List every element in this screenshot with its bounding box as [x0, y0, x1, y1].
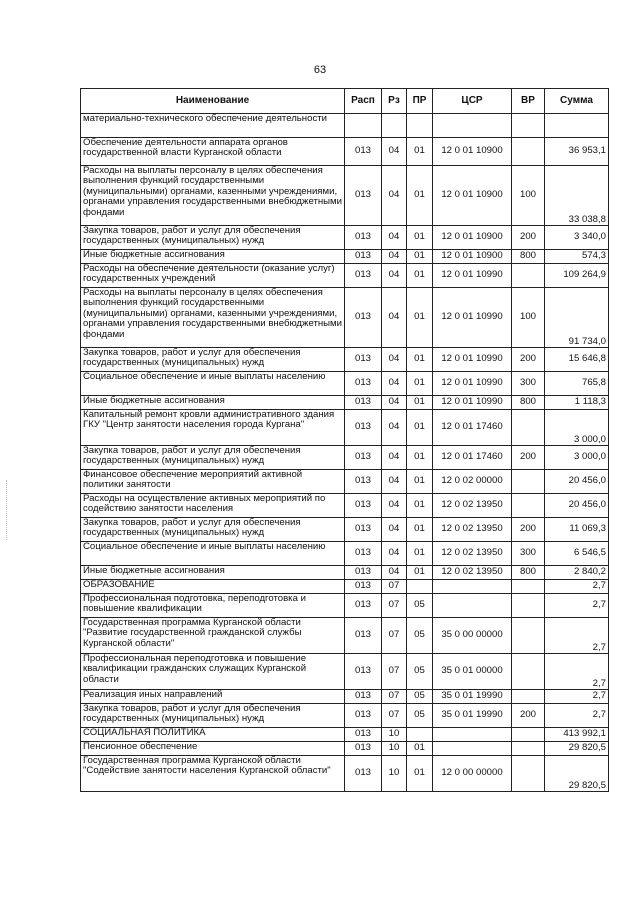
row-csr: 12 0 00 00000	[433, 756, 512, 792]
row-name: Расходы на обеспечение деятельности (оказание услуг) государственных учреждений	[81, 264, 345, 288]
row-sum: 2 840,2	[545, 566, 609, 580]
row-vr	[512, 410, 545, 446]
row-csr: 12 0 01 10990	[433, 396, 512, 410]
row-sum: 2,7	[545, 594, 609, 618]
row-name: Иные бюджетные ассигнования	[81, 396, 345, 410]
row-name: Иные бюджетные ассигнования	[81, 250, 345, 264]
row-sum: 413 992,1	[545, 728, 609, 742]
table-row	[81, 166, 609, 226]
row-name: Профессиональная переподготовка и повышение квалификации гражданских служащих Курганской области	[81, 654, 345, 690]
row-sum: 11 069,3	[545, 518, 609, 542]
row-csr: 12 0 02 13950	[433, 542, 512, 566]
row-pr: 05	[407, 704, 433, 728]
row-rz: 04	[382, 372, 407, 396]
row-rasp: 013	[345, 288, 382, 348]
row-name: Капитальный ремонт кровли административного здания ГКУ "Центр занятости населения города Кургана"	[81, 410, 345, 446]
row-pr: 01	[407, 494, 433, 518]
row-csr	[433, 728, 512, 742]
row-sum: 6 546,5	[545, 542, 609, 566]
row-rz: 04	[382, 494, 407, 518]
row-pr: 01	[407, 756, 433, 792]
table-row	[81, 114, 609, 138]
row-csr: 12 0 02 13950	[433, 518, 512, 542]
row-sum	[545, 114, 609, 138]
row-name: Расходы на осуществление активных мероприятий по содействию занятости населения	[81, 494, 345, 518]
table-row	[81, 566, 609, 580]
row-vr: 200	[512, 704, 545, 728]
row-rasp: 013	[345, 742, 382, 756]
scan-mark	[6, 480, 8, 540]
row-vr: 800	[512, 566, 545, 580]
row-vr: 200	[512, 518, 545, 542]
row-rz: 07	[382, 690, 407, 704]
row-pr: 01	[407, 566, 433, 580]
row-rasp: 013	[345, 250, 382, 264]
row-csr: 35 0 01 00000	[433, 654, 512, 690]
row-vr	[512, 742, 545, 756]
row-csr: 12 0 01 10900	[433, 250, 512, 264]
row-vr: 800	[512, 396, 545, 410]
row-name: Расходы на выплаты персоналу в целях обеспечения выполнения функций государственными (муниципальными) органами, казенными учреждениями, органами управления государственными внебюджетными фондами	[81, 288, 345, 348]
row-csr: 12 0 01 10990	[433, 288, 512, 348]
row-vr: 100	[512, 288, 545, 348]
row-rz: 10	[382, 728, 407, 742]
row-rasp: 013	[345, 410, 382, 446]
row-csr: 12 0 02 13950	[433, 566, 512, 580]
row-sum: 765,8	[545, 372, 609, 396]
row-csr: 12 0 01 10900	[433, 226, 512, 250]
row-sum: 2,7	[545, 690, 609, 704]
row-pr: 01	[407, 372, 433, 396]
row-rz: 10	[382, 742, 407, 756]
row-name: СОЦИАЛЬНАЯ ПОЛИТИКА	[81, 728, 345, 742]
row-rz: 04	[382, 542, 407, 566]
row-vr: 300	[512, 372, 545, 396]
row-vr: 800	[512, 250, 545, 264]
budget-table	[80, 88, 609, 792]
row-rz: 04	[382, 264, 407, 288]
row-rasp: 013	[345, 690, 382, 704]
header-csr: ЦСР	[433, 89, 512, 114]
row-name: Закупка товаров, работ и услуг для обеспечения государственных (муниципальных) нужд	[81, 704, 345, 728]
row-pr: 01	[407, 250, 433, 264]
row-rz: 07	[382, 654, 407, 690]
table-row	[81, 396, 609, 410]
row-pr: 05	[407, 690, 433, 704]
row-vr: 200	[512, 446, 545, 470]
row-name: Финансовое обеспечение мероприятий активной политики занятости	[81, 470, 345, 494]
row-pr: 01	[407, 348, 433, 372]
table-row	[81, 594, 609, 618]
row-pr: 01	[407, 542, 433, 566]
row-pr	[407, 728, 433, 742]
row-rasp: 013	[345, 166, 382, 226]
row-vr	[512, 728, 545, 742]
row-pr: 01	[407, 166, 433, 226]
row-rasp: 013	[345, 756, 382, 792]
row-name: Профессиональная подготовка, переподготовка и повышение квалификации	[81, 594, 345, 618]
row-pr	[407, 580, 433, 594]
row-rz: 07	[382, 704, 407, 728]
row-sum: 2,7	[545, 580, 609, 594]
row-vr	[512, 594, 545, 618]
table-row	[81, 446, 609, 470]
row-pr: 05	[407, 618, 433, 654]
row-rz: 04	[382, 446, 407, 470]
row-rz	[382, 114, 407, 138]
row-rasp: 013	[345, 542, 382, 566]
row-rz: 07	[382, 618, 407, 654]
row-rz: 07	[382, 594, 407, 618]
row-rasp: 013	[345, 470, 382, 494]
row-rasp: 013	[345, 372, 382, 396]
row-rz: 04	[382, 518, 407, 542]
row-rz: 04	[382, 566, 407, 580]
row-pr: 01	[407, 288, 433, 348]
row-rz: 04	[382, 396, 407, 410]
row-rasp: 013	[345, 264, 382, 288]
table-row	[81, 580, 609, 594]
row-csr: 12 0 01 10900	[433, 166, 512, 226]
row-name: Государственная программа Курганской области "Содействие занятости населения Курганской области"	[81, 756, 345, 792]
table-row	[81, 264, 609, 288]
row-rz: 04	[382, 226, 407, 250]
row-vr	[512, 494, 545, 518]
row-rasp: 013	[345, 138, 382, 166]
row-rz: 04	[382, 288, 407, 348]
row-pr: 01	[407, 518, 433, 542]
row-vr	[512, 138, 545, 166]
row-rasp	[345, 114, 382, 138]
row-rasp: 013	[345, 518, 382, 542]
page-number: 63	[313, 64, 327, 76]
table-row	[81, 494, 609, 518]
header-rasp: Расп	[345, 89, 382, 114]
row-vr	[512, 756, 545, 792]
row-name: Пенсионное обеспечение	[81, 742, 345, 756]
row-rasp: 013	[345, 226, 382, 250]
row-pr: 01	[407, 396, 433, 410]
row-pr: 01	[407, 410, 433, 446]
row-name: Социальное обеспечение и иные выплаты населению	[81, 542, 345, 566]
row-rasp: 013	[345, 566, 382, 580]
table-row	[81, 756, 609, 792]
table-row	[81, 654, 609, 690]
row-pr: 01	[407, 264, 433, 288]
row-name: Обеспечение деятельности аппарата органов государственной власти Курганской области	[81, 138, 345, 166]
row-sum: 3 340,0	[545, 226, 609, 250]
row-rasp: 013	[345, 580, 382, 594]
row-csr: 12 0 01 10990	[433, 372, 512, 396]
row-csr	[433, 580, 512, 594]
table-row	[81, 138, 609, 166]
row-vr: 300	[512, 542, 545, 566]
header-vr: ВР	[512, 89, 545, 114]
row-rasp: 013	[345, 704, 382, 728]
row-sum: 2,7	[545, 704, 609, 728]
row-rasp: 013	[345, 618, 382, 654]
row-csr: 12 0 01 10900	[433, 138, 512, 166]
row-rz: 04	[382, 138, 407, 166]
row-csr: 12 0 02 00000	[433, 470, 512, 494]
row-rasp: 013	[345, 654, 382, 690]
row-name: Закупка товаров, работ и услуг для обеспечения государственных (муниципальных) нужд	[81, 348, 345, 372]
row-name: ОБРАЗОВАНИЕ	[81, 580, 345, 594]
row-rasp: 013	[345, 446, 382, 470]
table-row	[81, 348, 609, 372]
row-sum: 1 118,3	[545, 396, 609, 410]
row-rz: 07	[382, 580, 407, 594]
row-rz: 04	[382, 348, 407, 372]
row-vr: 200	[512, 226, 545, 250]
row-pr: 01	[407, 138, 433, 166]
row-csr	[433, 742, 512, 756]
row-csr: 12 0 01 17460	[433, 446, 512, 470]
row-csr: 12 0 02 13950	[433, 494, 512, 518]
row-vr	[512, 114, 545, 138]
row-rz: 04	[382, 250, 407, 264]
row-sum: 3 000,0	[545, 410, 609, 446]
row-name: Закупка товаров, работ и услуг для обеспечения государственных (муниципальных) нужд	[81, 226, 345, 250]
row-name: Иные бюджетные ассигнования	[81, 566, 345, 580]
row-name: Закупка товаров, работ и услуг для обеспечения государственных (муниципальных) нужд	[81, 446, 345, 470]
table-row	[81, 618, 609, 654]
row-csr: 35 0 00 00000	[433, 618, 512, 654]
row-rasp: 013	[345, 396, 382, 410]
row-rz: 04	[382, 470, 407, 494]
row-pr: 01	[407, 470, 433, 494]
row-vr: 200	[512, 348, 545, 372]
header-sum: Сумма	[545, 89, 609, 114]
table-row	[81, 690, 609, 704]
row-rasp: 013	[345, 348, 382, 372]
row-name: Расходы на выплаты персоналу в целях обеспечения выполнения функций государственными (муниципальными) органами, казенными учреждениями, органами управления государственными внебюджетными фондами	[81, 166, 345, 226]
row-rasp: 013	[345, 594, 382, 618]
row-pr: 05	[407, 594, 433, 618]
row-sum: 3 000,0	[545, 446, 609, 470]
row-sum: 574,3	[545, 250, 609, 264]
row-name: материально-технического обеспечение деятельности	[81, 114, 345, 138]
row-vr: 100	[512, 166, 545, 226]
header-rz: Рз	[382, 89, 407, 114]
row-vr	[512, 690, 545, 704]
row-pr: 05	[407, 654, 433, 690]
row-csr	[433, 594, 512, 618]
table-row	[81, 542, 609, 566]
row-sum: 2,7	[545, 654, 609, 690]
table-row	[81, 226, 609, 250]
row-csr: 35 0 01 19990	[433, 690, 512, 704]
row-vr	[512, 470, 545, 494]
row-sum: 91 734,0	[545, 288, 609, 348]
row-sum: 20 456,0	[545, 494, 609, 518]
row-name: Государственная программа Курганской области "Развитие государственной гражданской службы Курганской области"	[81, 618, 345, 654]
row-name: Реализация иных направлений	[81, 690, 345, 704]
row-csr	[433, 114, 512, 138]
row-rasp: 013	[345, 494, 382, 518]
table-row	[81, 742, 609, 756]
header-pr: ПР	[407, 89, 433, 114]
row-sum: 29 820,5	[545, 742, 609, 756]
table-row	[81, 470, 609, 494]
row-pr: 01	[407, 742, 433, 756]
row-rz: 04	[382, 410, 407, 446]
row-csr: 12 0 01 10990	[433, 348, 512, 372]
row-csr: 35 0 01 19990	[433, 704, 512, 728]
row-sum: 33 038,8	[545, 166, 609, 226]
row-vr	[512, 580, 545, 594]
row-csr: 12 0 01 10990	[433, 264, 512, 288]
row-sum: 2,7	[545, 618, 609, 654]
table-row	[81, 250, 609, 264]
row-vr	[512, 264, 545, 288]
table-row	[81, 410, 609, 446]
table-row	[81, 288, 609, 348]
row-sum: 109 264,9	[545, 264, 609, 288]
table-row	[81, 704, 609, 728]
header-name: Наименование	[81, 89, 345, 114]
row-pr: 01	[407, 446, 433, 470]
table-row	[81, 728, 609, 742]
row-pr	[407, 114, 433, 138]
row-rz: 04	[382, 166, 407, 226]
row-csr: 12 0 01 17460	[433, 410, 512, 446]
row-name: Социальное обеспечение и иные выплаты населению	[81, 372, 345, 396]
row-rz: 10	[382, 756, 407, 792]
row-sum: 36 953,1	[545, 138, 609, 166]
header-row	[81, 89, 609, 114]
row-sum: 20 456,0	[545, 470, 609, 494]
row-vr	[512, 654, 545, 690]
row-rasp: 013	[345, 728, 382, 742]
table-row	[81, 372, 609, 396]
row-name: Закупка товаров, работ и услуг для обеспечения государственных (муниципальных) нужд	[81, 518, 345, 542]
row-vr	[512, 618, 545, 654]
row-pr: 01	[407, 226, 433, 250]
row-sum: 29 820,5	[545, 756, 609, 792]
table-row	[81, 518, 609, 542]
row-sum: 15 646,8	[545, 348, 609, 372]
